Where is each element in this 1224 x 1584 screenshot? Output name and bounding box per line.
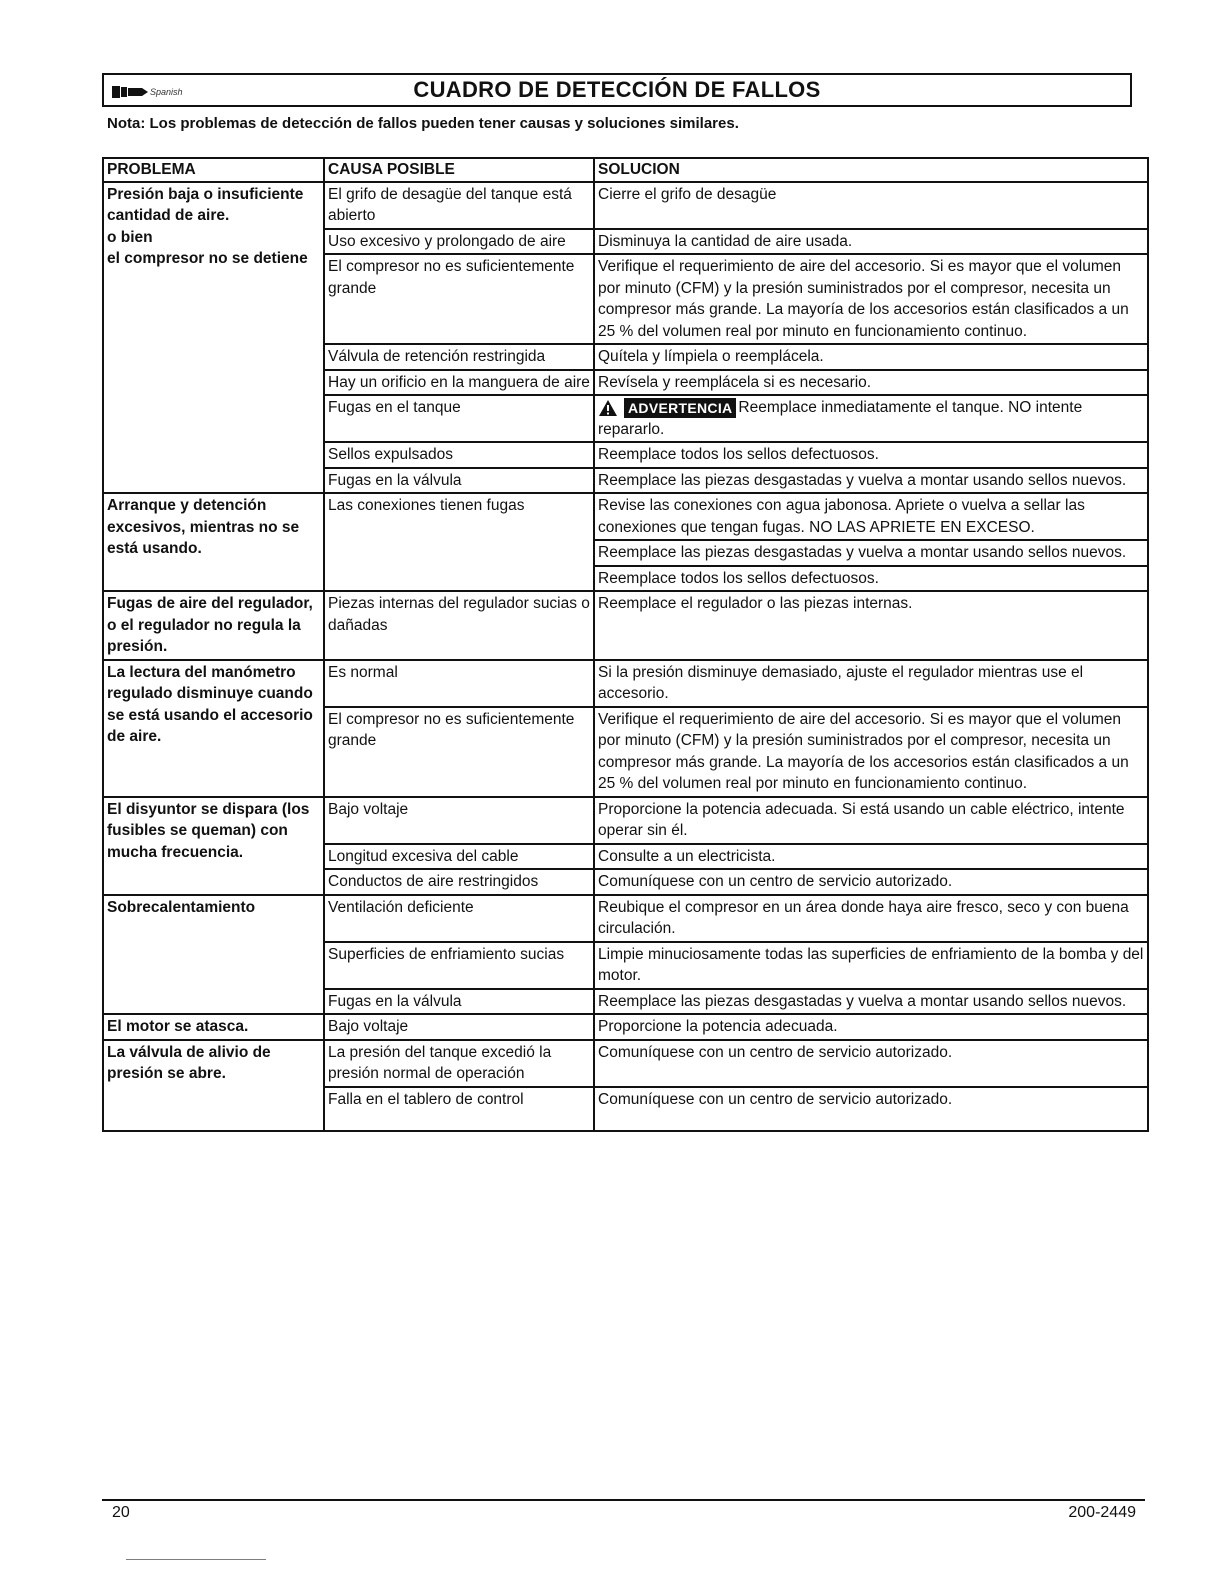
warning-triangle-icon xyxy=(598,399,618,417)
solution-cell: Revise las conexiones con agua jabonosa. Apriete o vuelva a sellar las conexiones que tengan fugas. NO LAS APRIETE EN EXCESO. xyxy=(594,493,1148,540)
solution-cell: Consulte a un electricista. xyxy=(594,844,1148,870)
title-box xyxy=(102,73,1132,107)
cause-cell: Bajo voltaje xyxy=(324,797,594,844)
cause-cell: Conductos de aire restringidos xyxy=(324,869,594,895)
table-row xyxy=(103,182,1148,229)
cause-cell: Fugas en el tanque xyxy=(324,395,594,442)
cause-cell: Hay un orificio en la manguera de aire xyxy=(324,370,594,396)
column-header-solution: SOLUCION xyxy=(594,158,1148,182)
table-row xyxy=(103,591,1148,660)
footer-divider xyxy=(102,1499,1145,1501)
cause-cell: Fugas en la válvula xyxy=(324,989,594,1015)
page-title: CUADRO DE DETECCIÓN DE FALLOS xyxy=(413,77,821,102)
solution-text: Reemplace inmediatamente el tanque. NO intente repararlo. xyxy=(598,399,1083,438)
cause-cell: Uso excesivo y prolongado de aire xyxy=(324,229,594,255)
cause-cell: La presión del tanque excedió la presión normal de operación xyxy=(324,1040,594,1087)
cause-cell: Fugas en la válvula xyxy=(324,468,594,494)
table-header-row xyxy=(103,158,1148,182)
solution-cell: Comuníquese con un centro de servicio autorizado. xyxy=(594,1040,1148,1087)
solution-cell: Proporcione la potencia adecuada. Si está usando un cable eléctrico, intente operar sin él. xyxy=(594,797,1148,844)
solution-cell: Reemplace las piezas desgastadas y vuelva a montar usando sellos nuevos. xyxy=(594,989,1148,1015)
cause-cell: Sellos expulsados xyxy=(324,442,594,468)
solution-cell: Reemplace las piezas desgastadas y vuelva a montar usando sellos nuevos. xyxy=(594,468,1148,494)
cause-cell: Superficies de enfriamiento sucias xyxy=(324,942,594,989)
cause-cell: El grifo de desagüe del tanque está abierto xyxy=(324,182,594,229)
problem-cell: La válvula de alivio de presión se abre. xyxy=(103,1040,324,1131)
cause-cell: Piezas internas del regulador sucias o dañadas xyxy=(324,591,594,660)
solution-cell: Limpie minuciosamente todas las superficies de enfriamiento de la bomba y del motor. xyxy=(594,942,1148,989)
solution-cell: Si la presión disminuye demasiado, ajuste el regulador mientras use el accesorio. xyxy=(594,660,1148,707)
table-row xyxy=(103,1014,1148,1040)
cause-cell: Bajo voltaje xyxy=(324,1014,594,1040)
solution-cell: Verifique el requerimiento de aire del accesorio. Si es mayor que el volumen por minuto (CFM) y la presión suministrados por el compresor, necesita un compresor más grande. La mayoría de los accesorios están clasificados a un 25 % del volumen real por minuto en funcionamiento continuo. xyxy=(594,254,1148,344)
solution-cell: Revísela y reemplácela si es necesario. xyxy=(594,370,1148,396)
problem-cell: Sobrecalentamiento xyxy=(103,895,324,1015)
problem-cell: El motor se atasca. xyxy=(103,1014,324,1040)
language-label: Spanish xyxy=(150,87,183,97)
problem-text: Presión baja o insuficiente cantidad de aire. o bien el compresor no se detiene xyxy=(107,185,308,267)
solution-cell: Verifique el requerimiento de aire del accesorio. Si es mayor que el volumen por minuto (CFM) y la presión suministrados por el compresor, necesita un compresor más grande. La mayoría de los accesorios están clasificados a un 25 % del volumen real por minuto en funcionamiento continuo. xyxy=(594,707,1148,797)
solution-cell: Cierre el grifo de desagüe xyxy=(594,182,1148,229)
solution-cell: Quítela y límpiela o reemplácela. xyxy=(594,344,1148,370)
page-number: 20 xyxy=(112,1504,130,1521)
cause-cell: Es normal xyxy=(324,660,594,707)
solution-cell: Reubique el compresor en un área donde haya aire fresco, seco y con buena circulación. xyxy=(594,895,1148,942)
problem-cell: El disyuntor se dispara (los fusibles se queman) con mucha frecuencia. xyxy=(103,797,324,895)
table-row xyxy=(103,660,1148,707)
column-header-cause: CAUSA POSIBLE xyxy=(324,158,594,182)
problem-cell: Arranque y detención excesivos, mientras no se está usando. xyxy=(103,493,324,591)
cause-cell: Ventilación deficiente xyxy=(324,895,594,942)
troubleshooting-table xyxy=(102,157,1149,1132)
warning-label: ADVERTENCIA xyxy=(624,398,736,418)
solution-cell xyxy=(594,395,1148,442)
solution-cell: Reemplace el regulador o las piezas internas. xyxy=(594,591,1148,660)
solution-cell: Comuníquese con un centro de servicio autorizado. xyxy=(594,869,1148,895)
problem-cell: La lectura del manómetro regulado disminuye cuando se está usando el accesorio de aire. xyxy=(103,660,324,797)
table-row xyxy=(103,797,1148,844)
solution-cell: Disminuya la cantidad de aire usada. xyxy=(594,229,1148,255)
table-row xyxy=(103,493,1148,540)
column-header-problem: PROBLEMA xyxy=(103,158,324,182)
cause-cell: Válvula de retención restringida xyxy=(324,344,594,370)
warning-badge xyxy=(598,398,736,418)
solution-cell: Reemplace todos los sellos defectuosos. xyxy=(594,566,1148,592)
solution-cell: Proporcione la potencia adecuada. xyxy=(594,1014,1148,1040)
cause-cell: El compresor no es suficientemente grande xyxy=(324,254,594,344)
cause-cell: El compresor no es suficientemente grande xyxy=(324,707,594,797)
table-row xyxy=(103,895,1148,942)
cause-cell: Longitud excesiva del cable xyxy=(324,844,594,870)
cause-cell: Las conexiones tienen fugas xyxy=(324,493,594,591)
problem-cell xyxy=(103,182,324,494)
solution-cell: Reemplace las piezas desgastadas y vuelva a montar usando sellos nuevos. xyxy=(594,540,1148,566)
note-text: Nota: Los problemas de detección de fallos pueden tener causas y soluciones similares. xyxy=(107,115,739,132)
scan-artifact-line xyxy=(126,1559,266,1560)
solution-cell: Reemplace todos los sellos defectuosos. xyxy=(594,442,1148,468)
document-number: 200-2449 xyxy=(1068,1504,1136,1521)
problem-cell: Fugas de aire del regulador, o el regulador no regula la presión. xyxy=(103,591,324,660)
solution-cell: Comuníquese con un centro de servicio autorizado. xyxy=(594,1087,1148,1131)
cause-cell: Falla en el tablero de control xyxy=(324,1087,594,1131)
table-row xyxy=(103,1040,1148,1087)
